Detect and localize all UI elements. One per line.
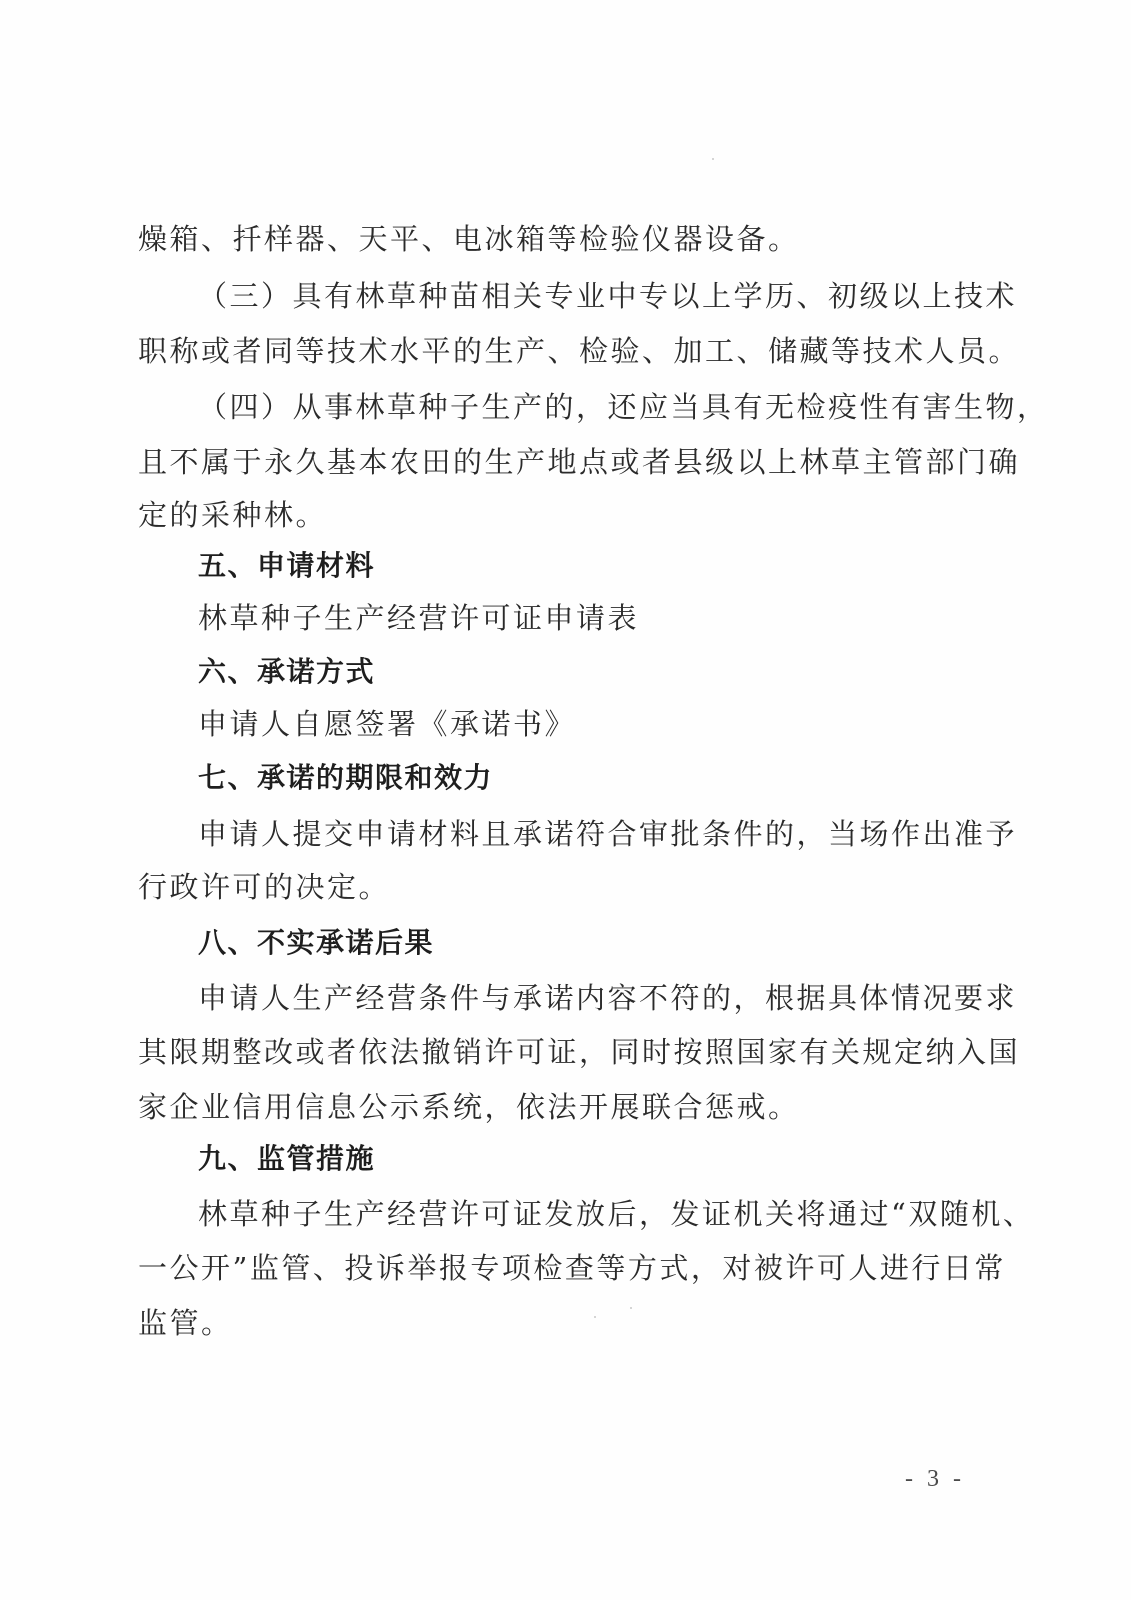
section-heading-9: 九、监管措施 — [198, 1142, 376, 1175]
paragraph-line: 职称或者同等技术水平的生产、检验、加工、储藏等技术人员。 — [138, 334, 1021, 368]
section-heading-8: 八、不实承诺后果 — [198, 926, 435, 959]
paragraph-line: 申请人自愿签署《承诺书》 — [198, 707, 577, 741]
scan-speck — [630, 1307, 632, 1309]
page-number: - 3 - — [905, 1466, 965, 1492]
section-heading-5: 五、申请材料 — [198, 549, 376, 582]
scan-speck — [594, 1316, 596, 1318]
paragraph-line: 燥箱、扦样器、天平、电冰箱等检验仪器设备。 — [138, 222, 800, 256]
paragraph-line: 家企业信用信息公示系统，依法开展联合惩戒。 — [138, 1090, 800, 1124]
paragraph-line: 一公开”监管、投诉举报专项检查等方式，对被许可人进行日常 — [138, 1251, 1006, 1285]
section-heading-6: 六、承诺方式 — [198, 655, 376, 688]
paragraph-line: 林草种子生产经营许可证申请表 — [198, 601, 640, 635]
paragraph-line: 林草种子生产经营许可证发放后，发证机关将通过“双随机、 — [198, 1197, 1035, 1231]
paragraph-line: 监管。 — [138, 1306, 233, 1340]
paragraph-line: （三）具有林草种苗相关专业中专以上学历、初级以上技术 — [198, 279, 1018, 313]
paragraph-line: （四）从事林草种子生产的，还应当具有无检疫性有害生物， — [198, 390, 1049, 424]
paragraph-line: 申请人提交申请材料且承诺符合审批条件的，当场作出准予 — [198, 817, 1018, 851]
paragraph-line: 且不属于永久基本农田的生产地点或者县级以上林草主管部门确 — [138, 445, 1021, 479]
paragraph-line: 行政许可的决定。 — [138, 870, 391, 904]
paragraph-line: 申请人生产经营条件与承诺内容不符的，根据具体情况要求 — [198, 981, 1018, 1015]
paragraph-line: 其限期整改或者依法撤销许可证，同时按照国家有关规定纳入国 — [138, 1035, 1021, 1069]
section-heading-7: 七、承诺的期限和效力 — [198, 761, 494, 794]
paragraph-line: 定的采种林。 — [138, 498, 328, 532]
scan-speck — [712, 158, 714, 160]
